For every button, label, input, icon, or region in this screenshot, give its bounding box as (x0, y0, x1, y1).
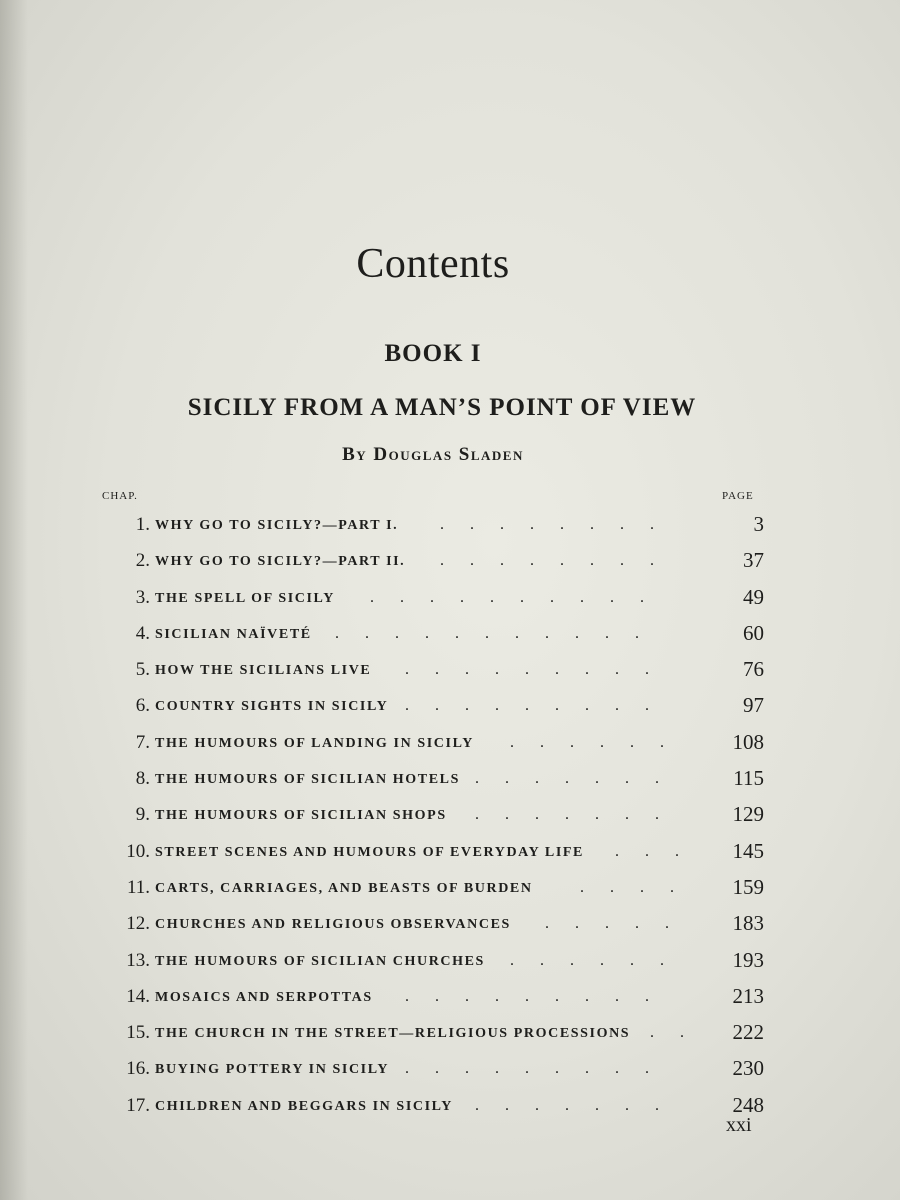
chapter-number: 10. (126, 840, 150, 862)
chapter-page-number: 159 (732, 874, 764, 899)
chapter-page-number: 37 (743, 548, 764, 573)
chap-column-header: CHAP. (102, 490, 138, 502)
chapter-page-number: 230 (732, 1056, 764, 1081)
chapter-number: 15. (126, 1022, 150, 1044)
chapter-number: 7. (135, 731, 150, 753)
chapter-title: THE CHURCH IN THE STREET—RELIGIOUS PROCESSIONS (155, 1026, 631, 1042)
chapter-title: BUYING POTTERY IN SICILY (155, 1062, 390, 1078)
chapter-number: 4. (135, 622, 150, 644)
dot-leader: ... (615, 842, 705, 860)
toc-row (100, 762, 770, 798)
chapter-number: 6. (135, 695, 150, 717)
chapter-title: WHY GO TO SICILY?—PART I. (155, 518, 399, 533)
chapter-page-number: 108 (732, 729, 764, 754)
chapter-title: STREET SCENES AND HUMOURS OF EVERYDAY LIFE (155, 844, 584, 860)
chapter-page-number: 49 (743, 584, 764, 609)
toc-row (100, 871, 770, 907)
chapter-page-number: 129 (732, 802, 764, 827)
gutter-shadow (0, 0, 28, 1200)
chapter-title: CHILDREN AND BEGGARS IN SICILY (155, 1098, 453, 1114)
book-label: BOOK I (384, 340, 482, 367)
chapter-title: HOW THE SICILIANS LIVE (155, 663, 372, 679)
chapter-number: 13. (126, 949, 150, 971)
dot-leader: ....... (475, 770, 685, 788)
chapter-page-number: 222 (732, 1020, 764, 1045)
toc-row (100, 689, 770, 725)
chapter-page-number: 183 (732, 911, 764, 936)
page-folio: xxi (726, 1114, 752, 1136)
dot-leader: ......... (405, 1060, 675, 1078)
chapter-page-number: 213 (732, 983, 764, 1008)
chapter-page-number: 60 (743, 620, 764, 645)
chapter-number: 14. (126, 985, 150, 1007)
toc-row (100, 508, 770, 544)
dot-leader: ..... (545, 915, 695, 933)
dot-leader: ......... (405, 697, 675, 715)
toc-row (100, 653, 770, 689)
chapter-page-number: 193 (732, 947, 764, 972)
toc-row (100, 1016, 770, 1052)
chapter-title: CHURCHES AND RELIGIOUS OBSERVANCES (155, 917, 511, 933)
chapter-title: THE SPELL OF SICILY (155, 590, 335, 606)
toc-row (100, 1052, 770, 1088)
chapter-title: THE HUMOURS OF LANDING IN SICILY (155, 735, 474, 751)
chapter-number: 5. (135, 659, 150, 681)
chapter-number: 9. (135, 804, 150, 826)
chapter-page-number: 97 (743, 693, 764, 718)
toc-row (100, 617, 770, 653)
page-title: Contents (356, 241, 510, 287)
chapter-number: 16. (126, 1058, 150, 1080)
dot-leader: .. (650, 1024, 710, 1042)
dot-leader: ........ (440, 516, 680, 533)
toc-row (100, 581, 770, 617)
chapter-number: 17. (126, 1094, 150, 1116)
book-title: SICILY FROM A MAN’S POINT OF VIEW (187, 394, 697, 421)
table-of-contents (100, 508, 770, 1125)
chapter-page-number: 248 (732, 1092, 764, 1117)
chapter-page-number: 76 (743, 657, 764, 682)
dot-leader: ....... (475, 806, 685, 824)
toc-row (100, 907, 770, 943)
chapter-title: THE HUMOURS OF SICILIAN CHURCHES (155, 953, 485, 969)
chapter-page-number: 145 (732, 838, 764, 863)
chapter-number: 11. (126, 876, 150, 898)
chapter-number: 8. (135, 768, 150, 790)
toc-row (100, 835, 770, 871)
dot-leader: ......... (405, 987, 675, 1005)
toc-row (100, 798, 770, 834)
chapter-title: SICILIAN NAÏVETÉ (155, 626, 312, 642)
dot-leader: .... (580, 878, 700, 896)
dot-leader: ...... (510, 951, 690, 969)
dot-leader: ........... (335, 624, 665, 642)
dot-leader: ...... (510, 733, 690, 751)
toc-row (100, 544, 770, 580)
dot-leader: ........ (440, 552, 680, 570)
chapter-page-number: 3 (753, 512, 764, 536)
toc-row (100, 944, 770, 980)
page-column-header: PAGE (722, 490, 754, 502)
chapter-title: WHY GO TO SICILY?—PART II. (155, 554, 406, 570)
toc-row (100, 726, 770, 762)
chapter-number: 2. (135, 550, 150, 572)
chapter-title: THE HUMOURS OF SICILIAN SHOPS (155, 808, 447, 824)
toc-row (100, 980, 770, 1016)
toc-row (100, 1089, 770, 1125)
dot-leader: ....... (475, 1096, 685, 1114)
chapter-title: CARTS, CARRIAGES, AND BEASTS OF BURDEN (155, 880, 533, 896)
chapter-page-number: 115 (733, 766, 764, 791)
author-byline: By Douglas Sladen (342, 444, 524, 465)
dot-leader: .......... (370, 588, 670, 606)
chapter-number: 12. (126, 913, 150, 935)
chapter-number: 1. (135, 514, 150, 535)
chapter-title: MOSAICS AND SERPOTTAS (155, 989, 373, 1005)
chapter-title: THE HUMOURS OF SICILIAN HOTELS (155, 772, 460, 788)
dot-leader: ......... (405, 661, 675, 679)
chapter-number: 3. (135, 586, 150, 608)
chapter-title: COUNTRY SIGHTS IN SICILY (155, 699, 389, 715)
